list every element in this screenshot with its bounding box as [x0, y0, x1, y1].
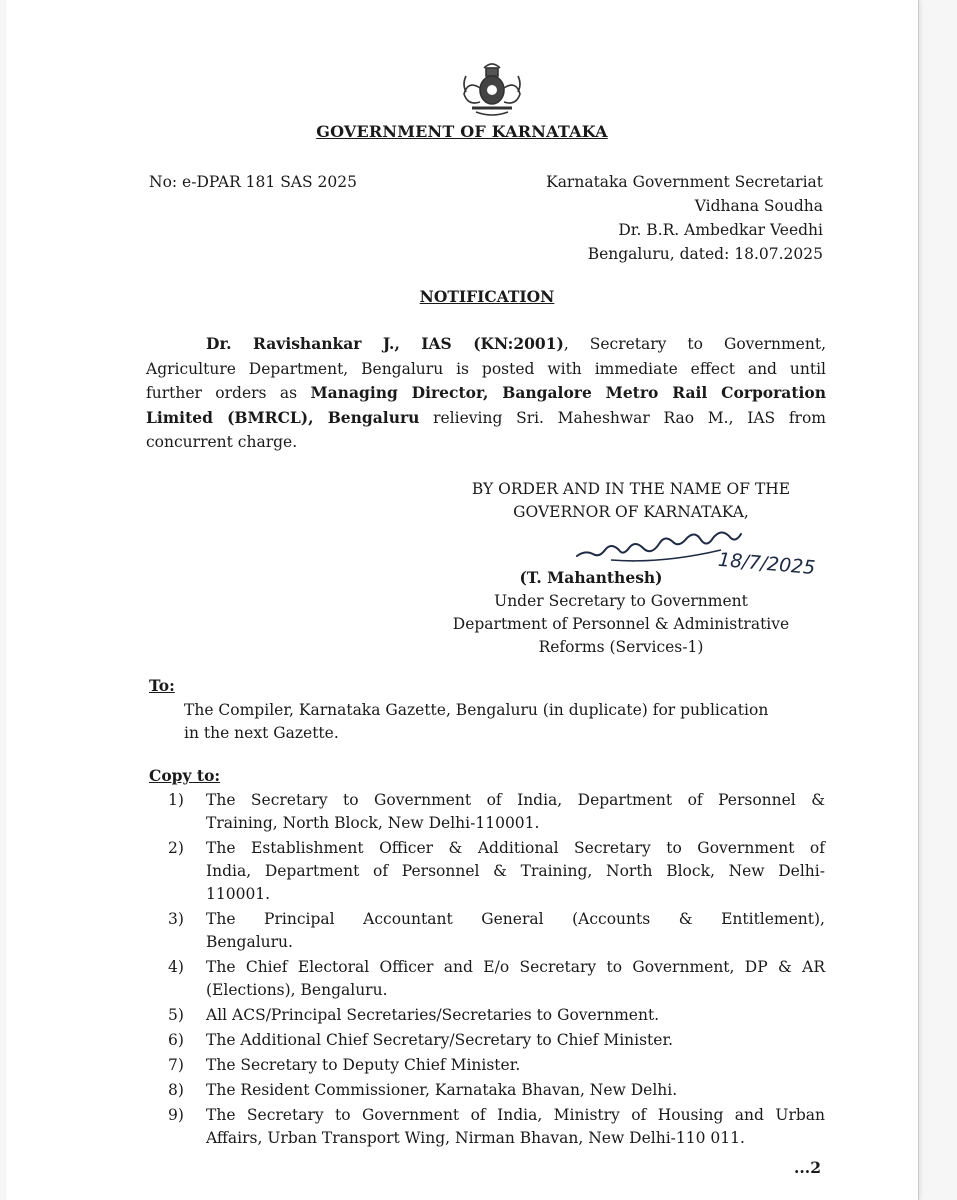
issue-date: Bengaluru, dated: 18.07.2025 — [587, 245, 823, 263]
officer-name: Dr. Ravishankar J., IAS (KN:2001) — [206, 334, 564, 353]
notification-body — [146, 332, 826, 455]
list-number: 6) — [168, 1031, 184, 1049]
list-text: Bengaluru. — [206, 933, 293, 951]
list-number: 4) — [168, 958, 184, 976]
address-line-2: Vidhana Soudha — [694, 197, 823, 215]
designation-line-3: Reforms (Services-1) — [538, 638, 704, 656]
order-line-1: BY ORDER AND IN THE NAME OF THE — [471, 480, 791, 498]
list-item — [168, 837, 825, 906]
karnataka-emblem-icon — [454, 58, 530, 118]
copy-to-list — [168, 789, 825, 1152]
list-text: The Secretary to Government of India, Department of Personnel & — [206, 791, 825, 809]
list-number: 1) — [168, 791, 184, 809]
list-item — [168, 1104, 825, 1150]
list-text: The Principal Accountant General (Accounts & Entitlement), — [206, 910, 825, 928]
list-text: Affairs, Urban Transport Wing, Nirman Bhavan, New Delhi-110 011. — [206, 1129, 745, 1147]
list-text: The Establishment Officer & Additional Secretary to Government of — [206, 839, 825, 857]
government-title: GOVERNMENT OF KARNATAKA — [316, 122, 608, 141]
body-text: , Secretary to Government, — [563, 335, 826, 353]
list-text: All ACS/Principal Secretaries/Secretaries to Government. — [206, 1006, 660, 1024]
body-line-4 — [146, 406, 826, 431]
posting-title: Managing Director, Bangalore Metro Rail Corporation — [310, 383, 826, 402]
list-text: The Chief Electoral Officer and E/o Secretary to Government, DP & AR — [206, 958, 825, 976]
list-text: The Additional Chief Secretary/Secretary to Chief Minister. — [206, 1031, 674, 1049]
to-line-1: The Compiler, Karnataka Gazette, Bengaluru (in duplicate) for publication — [184, 701, 769, 719]
list-number: 9) — [168, 1106, 184, 1124]
signatory-name: (T. Mahanthesh) — [519, 568, 663, 587]
list-item — [168, 789, 825, 835]
posting-title-cont: Limited (BMRCL), Bengaluru — [146, 407, 420, 427]
file-number: No: e-DPAR 181 SAS 2025 — [149, 173, 357, 191]
document-page — [6, 0, 919, 1200]
body-text: relieving Sri. Maheshwar Rao M., IAS from — [419, 408, 826, 427]
notification-heading: NOTIFICATION — [419, 287, 555, 306]
list-item — [168, 908, 825, 954]
list-item — [168, 956, 825, 1002]
next-page-marker: ...2 — [794, 1158, 821, 1177]
list-text: (Elections), Bengaluru. — [206, 981, 388, 999]
list-number: 5) — [168, 1006, 184, 1024]
body-line-3 — [146, 381, 826, 406]
body-line-2: Agriculture Department, Bengaluru is posted with immediate effect and until — [146, 359, 826, 378]
list-text: The Resident Commissioner, Karnataka Bhavan, New Delhi. — [206, 1081, 678, 1099]
signature-date: 18/7/2025 — [717, 548, 817, 580]
list-text: India, Department of Personnel & Training, North Block, New Delhi- — [206, 862, 825, 880]
address-line-1: Karnataka Government Secretariat — [546, 173, 823, 191]
list-text: The Secretary to Government of India, Ministry of Housing and Urban — [206, 1106, 825, 1124]
to-line-2: in the next Gazette. — [184, 724, 339, 742]
body-line-5: concurrent charge. — [146, 433, 298, 451]
list-item — [168, 1079, 825, 1102]
list-number: 2) — [168, 839, 184, 857]
order-line-2: GOVERNOR OF KARNATAKA, — [513, 503, 749, 521]
body-line-1 — [146, 332, 826, 357]
designation-line-2: Department of Personnel & Administrative — [452, 615, 790, 633]
list-text: 110001. — [206, 885, 271, 903]
copy-to-label: Copy to: — [149, 766, 221, 785]
body-text: further orders as — [146, 384, 311, 402]
to-label: To: — [149, 676, 175, 695]
list-item — [168, 1054, 825, 1077]
list-number: 7) — [168, 1056, 184, 1074]
list-text: Training, North Block, New Delhi-110001. — [206, 814, 540, 832]
list-number: 3) — [168, 910, 184, 928]
list-item — [168, 1004, 825, 1027]
designation-line-1: Under Secretary to Government — [494, 592, 748, 610]
address-line-3: Dr. B.R. Ambedkar Veedhi — [618, 221, 823, 239]
list-text: The Secretary to Deputy Chief Minister. — [206, 1056, 521, 1074]
list-item — [168, 1029, 825, 1052]
list-number: 8) — [168, 1081, 184, 1099]
